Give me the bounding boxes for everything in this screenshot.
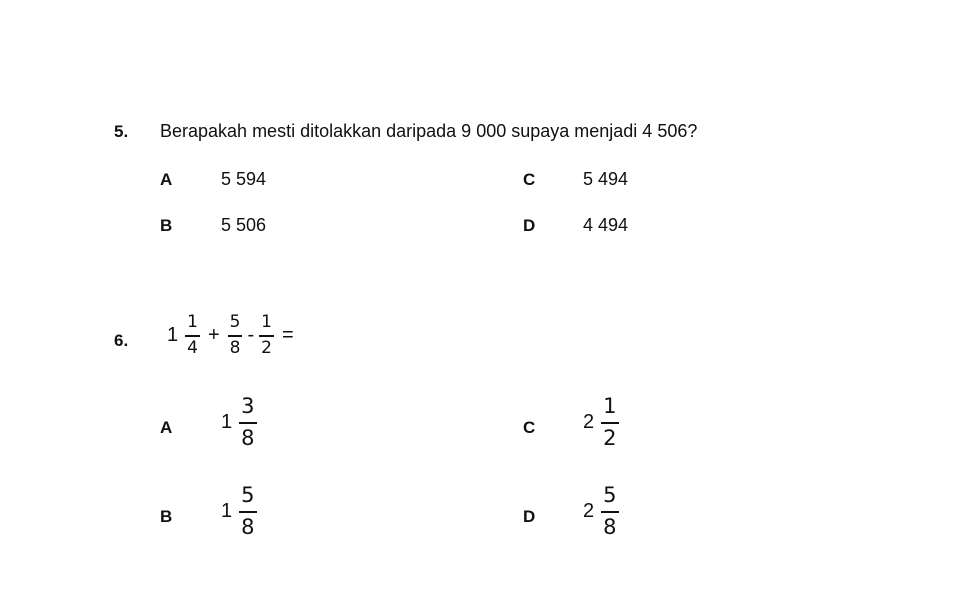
mixed-number xyxy=(221,485,257,538)
denominator: 8 xyxy=(241,514,255,539)
numerator: 1 xyxy=(261,312,272,332)
fraction xyxy=(228,314,243,357)
numerator: 5 xyxy=(241,483,255,507)
fraction-bar xyxy=(601,511,618,513)
option-letter: D xyxy=(523,507,536,526)
fraction-bar xyxy=(601,422,618,424)
question-number: 6. xyxy=(114,331,129,350)
fraction xyxy=(601,485,618,538)
numerator: 5 xyxy=(229,312,241,332)
fraction-bar xyxy=(259,335,274,337)
option-letter: C xyxy=(523,418,536,437)
denominator: 2 xyxy=(261,337,272,358)
equals-sign: = xyxy=(281,323,294,346)
whole-number: 1 xyxy=(221,410,233,433)
denominator: 8 xyxy=(229,337,241,358)
option-value: 4 494 xyxy=(583,215,629,235)
denominator: 8 xyxy=(603,514,617,539)
option-letter: B xyxy=(160,216,173,235)
option-value: 5 594 xyxy=(221,169,267,189)
fraction-expression xyxy=(167,314,302,357)
numerator: 1 xyxy=(187,312,198,332)
whole-number: 2 xyxy=(583,499,595,522)
mixed-number xyxy=(583,396,619,449)
whole-number: 2 xyxy=(583,410,595,433)
option-letter: B xyxy=(160,507,173,526)
fraction xyxy=(239,396,256,449)
denominator: 8 xyxy=(241,425,255,450)
denominator: 2 xyxy=(603,425,617,450)
option-value: 5 506 xyxy=(221,215,267,235)
fraction-bar xyxy=(228,335,243,337)
option-letter: C xyxy=(523,170,536,189)
fraction-bar xyxy=(239,422,256,424)
option-letter: A xyxy=(160,170,173,189)
fraction xyxy=(259,314,274,357)
option-value: 5 494 xyxy=(583,169,629,189)
whole-number: 1 xyxy=(221,499,233,522)
mixed-number xyxy=(221,396,257,449)
fraction xyxy=(185,314,200,357)
option-letter: D xyxy=(523,216,536,235)
numerator: 1 xyxy=(603,394,617,418)
fraction xyxy=(601,396,618,449)
fraction xyxy=(239,485,256,538)
denominator: 4 xyxy=(187,337,198,358)
minus-operator: - xyxy=(247,323,255,346)
numerator: 5 xyxy=(603,483,617,507)
whole-number: 1 xyxy=(167,323,179,346)
fraction-bar xyxy=(239,511,256,513)
plus-operator: + xyxy=(207,323,220,346)
question-number: 5. xyxy=(114,122,129,141)
option-letter: A xyxy=(160,418,173,437)
fraction-bar xyxy=(185,335,200,337)
mixed-number xyxy=(583,485,619,538)
numerator: 3 xyxy=(241,394,255,418)
question-text: Berapakah mesti ditolakkan daripada 9 000 supaya menjadi 4 506? xyxy=(160,121,698,141)
